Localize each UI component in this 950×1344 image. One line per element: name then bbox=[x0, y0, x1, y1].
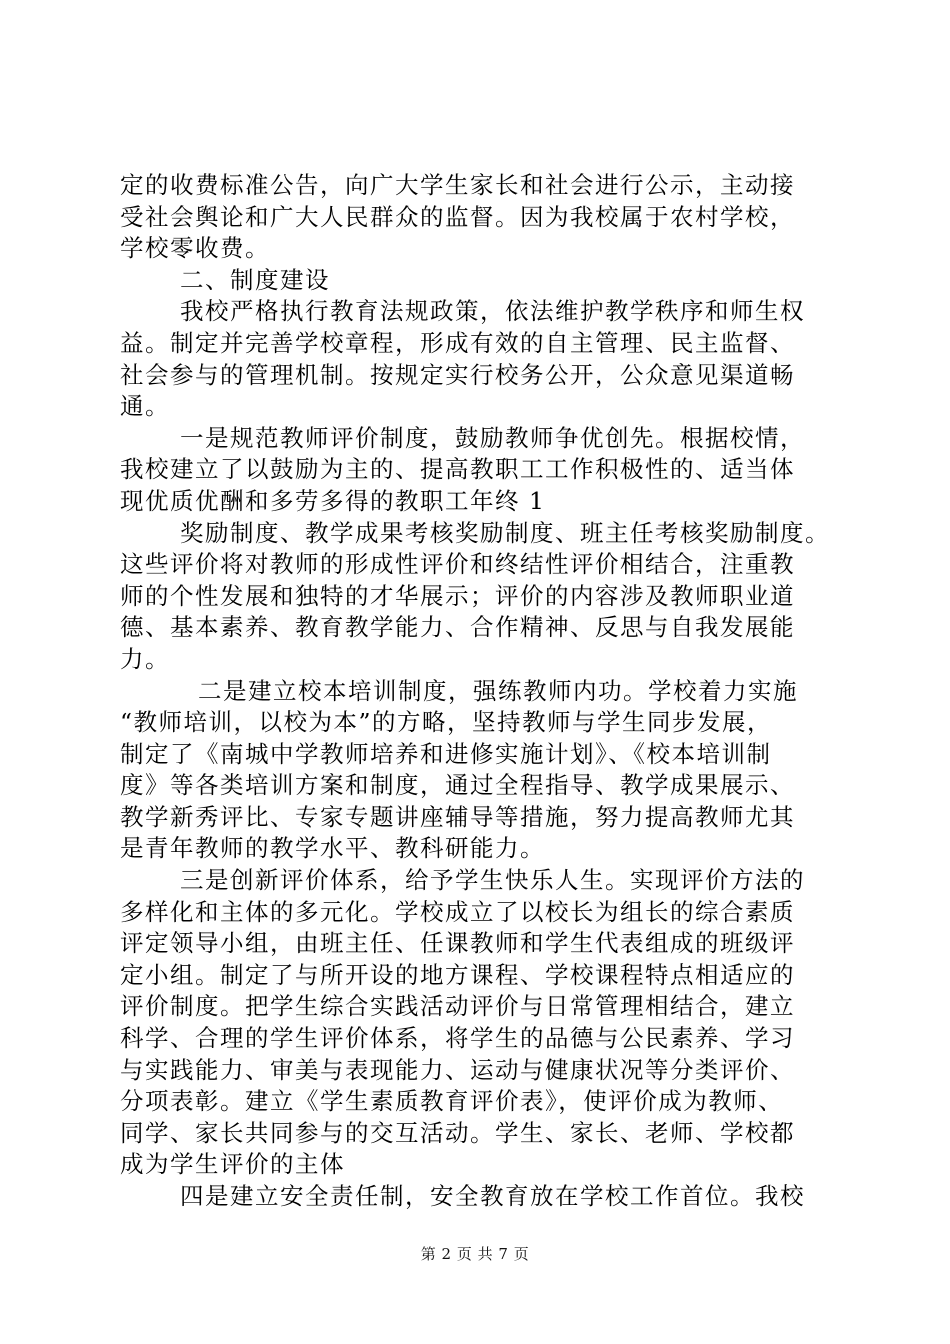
text-line: 现优质优酬和多劳多得的教职工年终 1 bbox=[120, 486, 546, 515]
text-line: 四是建立安全责任制，安全教育放在学校工作首位。我校 bbox=[180, 1182, 805, 1210]
text-line: 二、制度建设 bbox=[180, 265, 330, 294]
text-line: 一是规范教师评价制度，鼓励教师争优创先。根据校情， bbox=[180, 423, 805, 452]
page-number-footer: 第 2 页 共 7 页 bbox=[420, 1245, 530, 1263]
text-line: 师的个性发展和独特的才华展示；评价的内容涉及教师职业道 bbox=[120, 581, 795, 610]
text-line: 通。 bbox=[120, 392, 170, 421]
text-line: 评价制度。把学生综合实践活动评价与日常管理相结合，建立 bbox=[120, 992, 795, 1021]
text-line: 是青年教师的教学水平、教科研能力。 bbox=[120, 834, 545, 863]
text-line: 评定领导小组，由班主任、任课教师和学生代表组成的班级评 bbox=[120, 929, 795, 958]
text-line: 三是创新评价体系，给予学生快乐人生。实现评价方法的 bbox=[180, 866, 805, 895]
text-line: 定的收费标准公告，向广大学生家长和社会进行公示，主动接 bbox=[120, 171, 795, 199]
text-line: 我校建立了以鼓励为主的、提高教职工工作积极性的、适当体 bbox=[120, 455, 795, 484]
text-line: 分项表彰。建立《学生素质教育评价表》，使评价成为教师、 bbox=[120, 1087, 784, 1116]
text-line: 我校严格执行教育法规政策，依法维护教学秩序和师生权 bbox=[180, 297, 805, 326]
text-line: 受社会舆论和广大人民群众的监督。因为我校属于农村学校， bbox=[120, 202, 795, 231]
text-line: 科学、合理的学生评价体系，将学生的品德与公民素养、学习 bbox=[120, 1024, 795, 1053]
text-line: 教学新秀评比、专家专题讲座辅导等措施，努力提高教师尤其 bbox=[120, 802, 795, 831]
text-line: “教师培训，以校为本”的方略，坚持教师与学生同步发展， bbox=[120, 708, 773, 737]
text-line: 益。制定并完善学校章程，形成有效的自主管理、民主监督、 bbox=[120, 328, 795, 357]
text-line: 与实践能力、审美与表现能力、运动与健康状况等分类评价、 bbox=[120, 1055, 795, 1084]
text-line: 这些评价将对教师的形成性评价和终结性评价相结合，注重教 bbox=[120, 550, 795, 579]
text-line: 同学、家长共同参与的交互活动。学生、家长、老师、学校都 bbox=[120, 1118, 795, 1147]
text-line: 多样化和主体的多元化。学校成立了以校长为组长的综合素质 bbox=[120, 897, 795, 926]
text-line: 定小组。制定了与所开设的地方课程、学校课程特点相适应的 bbox=[120, 960, 795, 989]
text-line: 度》等各类培训方案和制度，通过全程指导、教学成果展示、 bbox=[120, 771, 795, 800]
text-line: 学校零收费。 bbox=[120, 234, 270, 263]
text-line: 成为学生评价的主体 bbox=[120, 1150, 345, 1179]
document-body bbox=[120, 170, 840, 1213]
text-line: 力。 bbox=[120, 644, 170, 673]
text-line: 二是建立校本培训制度，强练教师内功。学校着力实施 bbox=[198, 676, 798, 705]
text-line: 制定了《南城中学教师培养和进修实施计划》、《校本培训制 bbox=[120, 739, 772, 768]
text-line: 奖励制度、教学成果考核奖励制度、班主任考核奖励制度。 bbox=[180, 518, 830, 547]
text-line: 德、基本素养、教育教学能力、合作精神、反思与自我发展能 bbox=[120, 613, 795, 642]
text-line: 社会参与的管理机制。按规定实行校务公开，公众意见渠道畅 bbox=[120, 360, 795, 389]
